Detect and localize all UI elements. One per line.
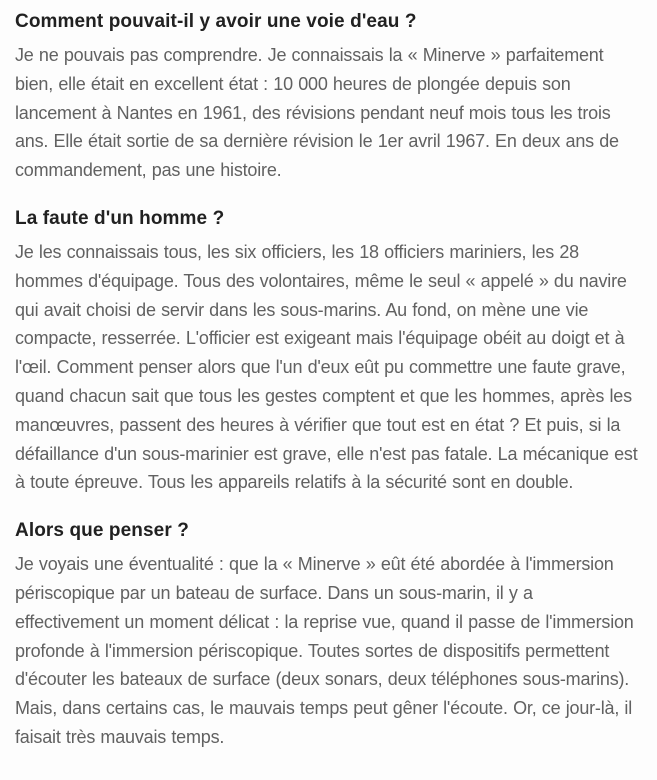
section-heading: La faute d'un homme ? bbox=[15, 207, 225, 229]
section-paragraph: Je les connaissais tous, les six officiers, les 18 officiers mariniers, les 28 hommes d'équipage. Tous des volontaires, même le seul « appelé » du navire qui avait choisi de servir dans les sous-marins. Au fond, on mène une vie compacte, resserrée. L'officier est exigeant mais l'équipage obéit au doigt et à l'œil. Comment penser alors que l'un d'eux eût pu commettre une faute grave, quand chacun sait que tous les gestes comptent et que les hommes, après les manœuvres, passent des heures à vérifier que tout est en état ? Et puis, si la défaillance d'un sous-marinier est grave, elle n'est pas fatale. La mécanique est à toute épreuve. Tous les appareils relatifs à la sécurité sont en double. bbox=[15, 241, 638, 493]
section-heading: Comment pouvait-il y avoir une voie d'eau ? bbox=[15, 11, 417, 32]
section-paragraph: Je ne pouvais pas comprendre. Je connaissais la « Minerve » parfaitement bien, elle était en excellent état : 10 000 heures de plongée depuis son lancement à Nantes en 1961, des révisions pendant neuf mois tous les trois ans. Elle était sortie de sa dernière révision le 1er avril 1967. En deux ans de commandement, pas une histoire. bbox=[15, 45, 619, 181]
article-section bbox=[15, 8, 641, 185]
section-heading: Alors que penser ? bbox=[15, 520, 189, 542]
article-section bbox=[15, 205, 641, 497]
section-paragraph: Je voyais une éventualité : que la « Minerve » eût été abordée à l'immersion périscopique par un bateau de surface. Dans un sous-marin, il y a effectivement un moment délicat : la reprise vue, quand il passe de l'immersion profonde à l'immersion périscopique. Toutes sortes de dispositifs permettent d'écouter les bateaux de surface (deux sonars, deux téléphones sous-marins). Mais, dans certains cas, le mauvais temps peut gêner l'écoute. Or, ce jour-là, il faisait très mauvais temps. bbox=[15, 554, 634, 747]
article-section bbox=[15, 517, 641, 752]
